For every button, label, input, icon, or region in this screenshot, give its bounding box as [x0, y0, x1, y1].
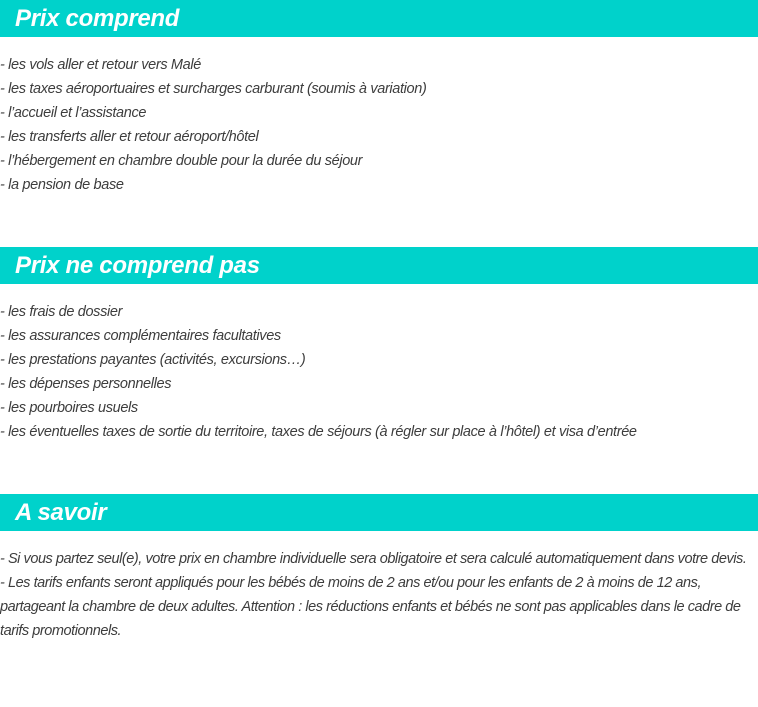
- list-item: - les éventuelles taxes de sortie du territoire, taxes de séjours (à régler sur place à l’hôtel) et visa d’entrée: [0, 424, 637, 440]
- list-item: - les taxes aéroportuaires et surcharges carburant (soumis à variation): [0, 81, 427, 97]
- list-item: - l’accueil et l’assistance: [0, 105, 147, 121]
- list-item: - l’hébergement en chambre double pour la durée du séjour: [0, 153, 363, 169]
- section-title: Prix ne comprend pas: [0, 247, 758, 284]
- section-prix-ne-comprend-pas: [0, 247, 758, 444]
- section-title: A savoir: [0, 494, 758, 531]
- list-item: - les pourboires usuels: [0, 400, 138, 416]
- list-item: - la pension de base: [0, 177, 124, 193]
- included-list: [0, 37, 758, 197]
- list-item: - les prestations payantes (activités, excursions…): [0, 352, 306, 368]
- list-item: - les vols aller et retour vers Malé: [0, 57, 201, 73]
- list-item: - les transferts aller et retour aéroport/hôtel: [0, 129, 259, 145]
- excluded-list: [0, 284, 758, 444]
- notes-list: [0, 531, 758, 643]
- section-prix-comprend: [0, 0, 758, 197]
- note-paragraph: - Les tarifs enfants seront appliqués pour les bébés de moins de 2 ans et/ou pour les enfants de 2 à moins de 12 ans, partageant la chambre de deux adultes. Attention : les réductions enfants et bébés ne sont pas applicables dans le cadre de tarifs promotionnels.: [0, 575, 741, 639]
- note-paragraph: - Si vous partez seul(e), votre prix en chambre individuelle sera obligatoire et sera calculé automatiquement dans votre devis.: [0, 551, 747, 567]
- list-item: - les dépenses personnelles: [0, 376, 172, 392]
- section-a-savoir: [0, 494, 758, 643]
- section-title: Prix comprend: [0, 0, 758, 37]
- list-item: - les frais de dossier: [0, 304, 123, 320]
- list-item: - les assurances complémentaires facultatives: [0, 328, 281, 344]
